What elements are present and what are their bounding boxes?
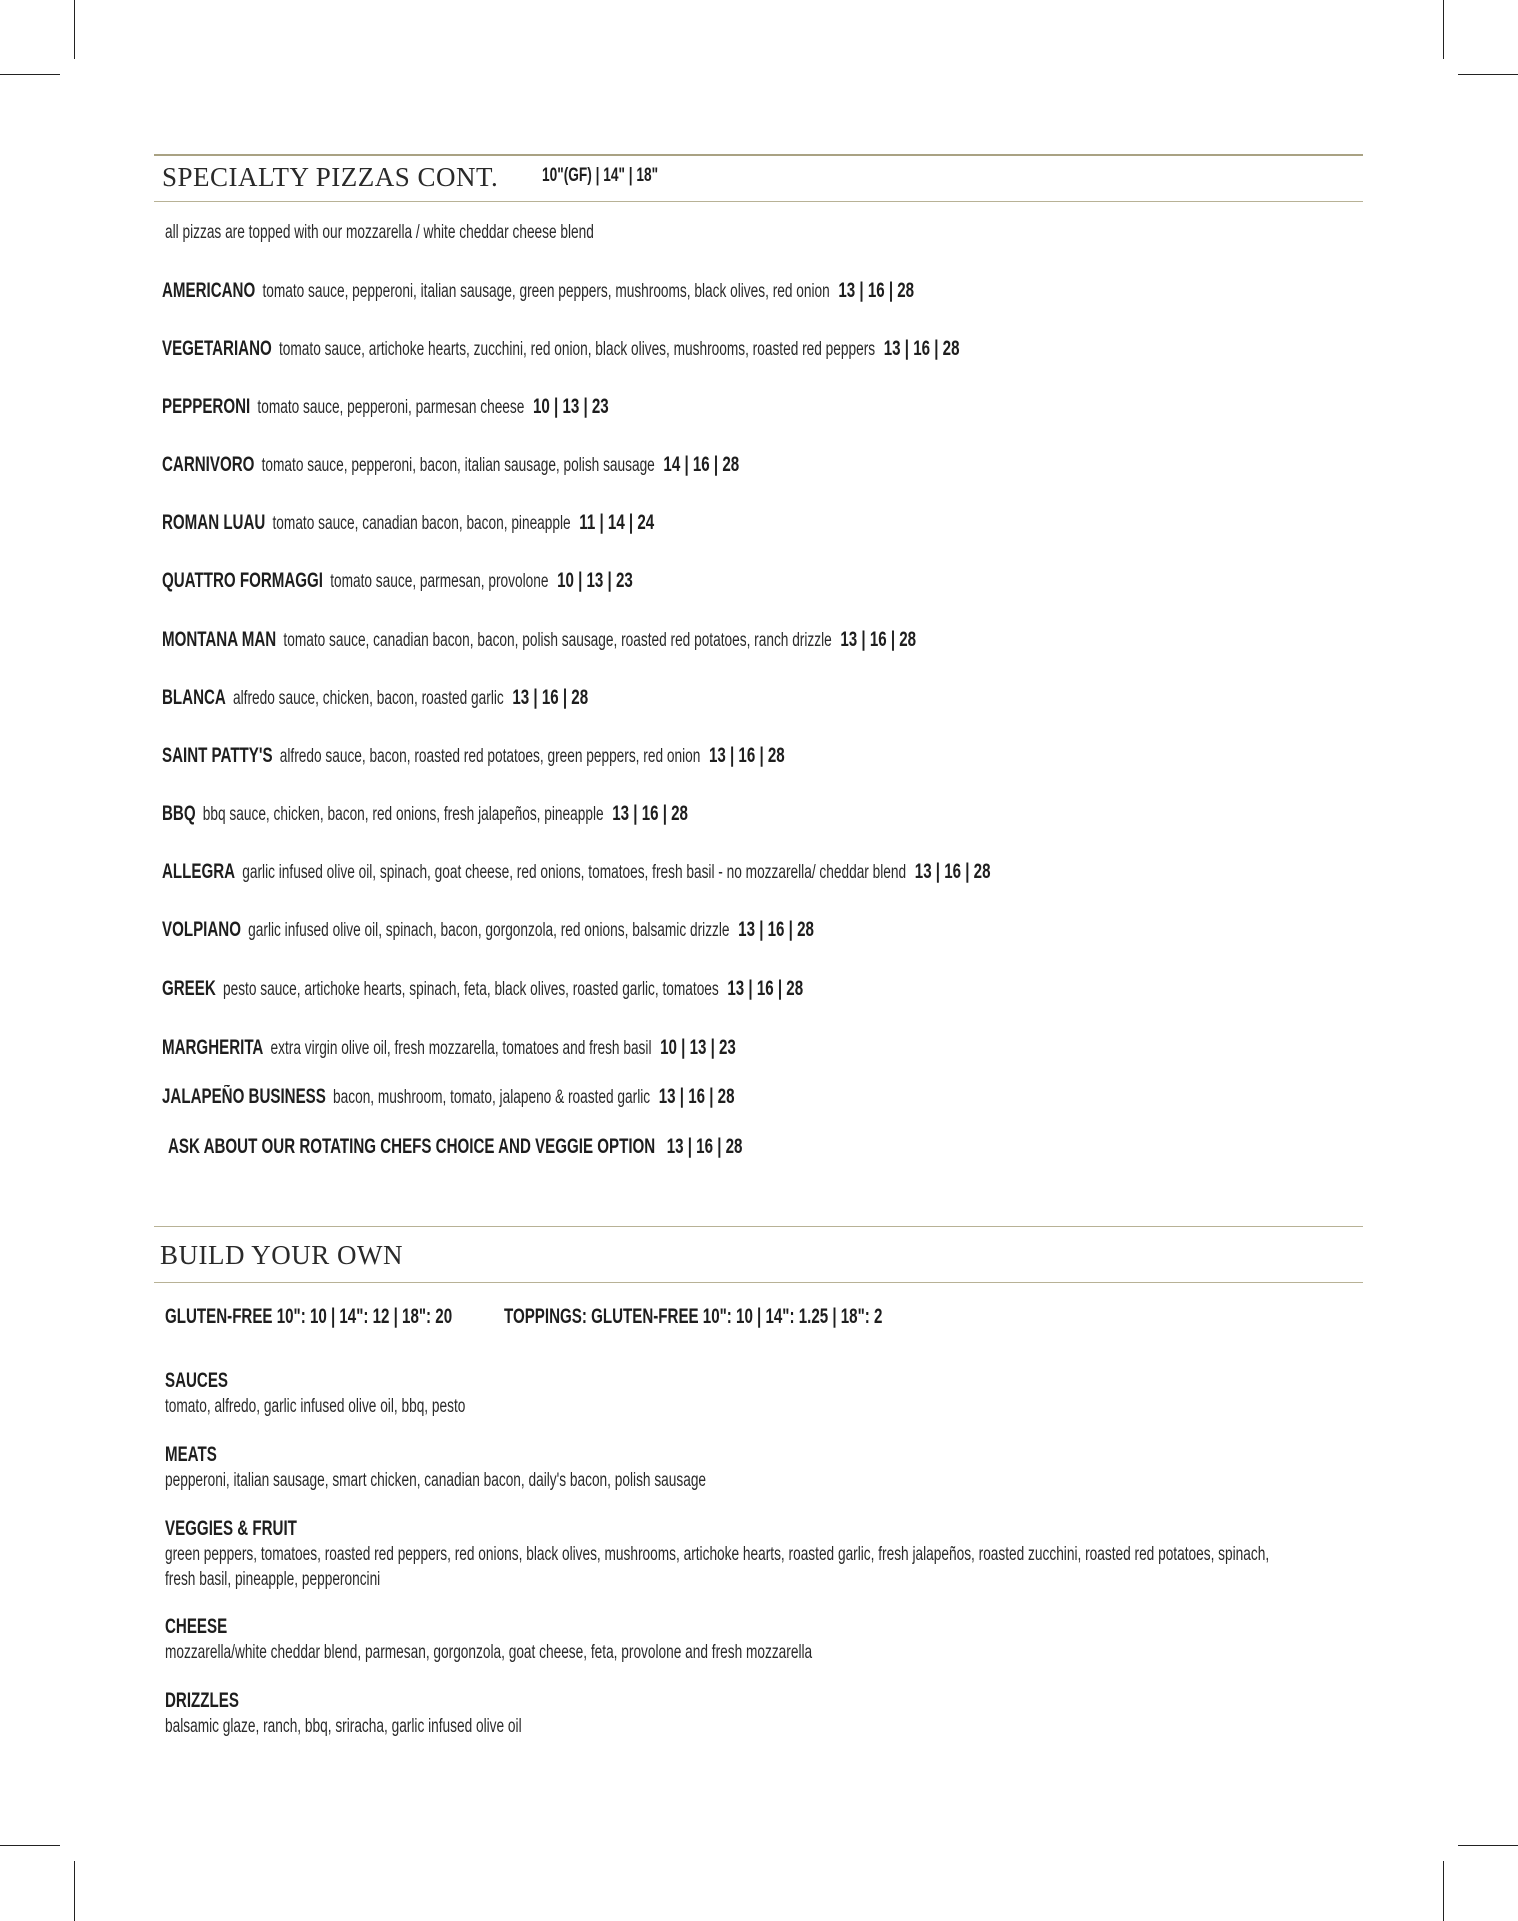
item-price: 13 | 16 | 28 bbox=[840, 628, 917, 651]
menu-item bbox=[162, 1036, 736, 1061]
menu-item bbox=[162, 279, 914, 304]
category-list: green peppers, tomatoes, roasted red peppers, red onions, black olives, mushrooms, artichoke hearts, roasted garlic, fresh jalapeños, roasted zucchini, roasted red potatoes, spinach, fresh basil, pineapple, pepperoncini bbox=[165, 1544, 1270, 1590]
item-name: VEGETARIANO bbox=[162, 337, 272, 360]
item-name: QUATTRO FORMAGGI bbox=[162, 569, 323, 592]
crop-mark-top-right-v bbox=[1443, 0, 1444, 59]
item-desc: tomato sauce, pepperoni, bacon, italian sausage, polish sausage bbox=[261, 455, 655, 476]
item-name: AMERICANO bbox=[162, 279, 256, 302]
item-name: ALLEGRA bbox=[162, 860, 236, 883]
item-price: 13 | 16 | 28 bbox=[612, 802, 688, 825]
item-name: ROMAN LUAU bbox=[162, 511, 266, 534]
item-desc: pesto sauce, artichoke hearts, spinach, feta, black olives, roasted garlic, tomatoes bbox=[222, 979, 719, 1000]
category-list: pepperoni, italian sausage, smart chicken, canadian bacon, daily's bacon, polish sausage bbox=[165, 1470, 707, 1491]
base-price-line: GLUTEN-FREE 10": 10 | 14": 12 | 18": 20 bbox=[165, 1305, 453, 1328]
menu-item bbox=[162, 918, 814, 943]
item-name: VOLPIANO bbox=[162, 918, 241, 941]
item-desc: extra virgin olive oil, fresh mozzarella, tomatoes and fresh basil bbox=[270, 1038, 652, 1059]
item-desc: tomato sauce, artichoke hearts, zucchini, red onion, black olives, mushrooms, roasted red peppers bbox=[278, 339, 876, 360]
veggies-group bbox=[165, 1516, 1303, 1592]
menu-item bbox=[162, 860, 991, 885]
item-price: 13 | 16 | 28 bbox=[666, 1135, 743, 1158]
menu-item bbox=[162, 453, 739, 478]
category-list: tomato, alfredo, garlic infused olive oil, bbq, pesto bbox=[165, 1396, 466, 1417]
crop-mark-top-left-h bbox=[0, 74, 60, 75]
category-title: MEATS bbox=[165, 1443, 217, 1466]
sauces-group bbox=[165, 1368, 1303, 1419]
item-desc: bbq sauce, chicken, bacon, red onions, fresh jalapeños, pineapple bbox=[202, 804, 604, 825]
item-price: 13 | 16 | 28 bbox=[658, 1085, 735, 1108]
crop-mark-top-right-h bbox=[1458, 74, 1518, 75]
topping-price-line: TOPPINGS: GLUTEN-FREE 10": 10 | 14": 1.25 | 18": 2 bbox=[504, 1305, 883, 1328]
item-name: PEPPERONI bbox=[162, 395, 251, 418]
item-price: 11 | 14 | 24 bbox=[579, 511, 655, 534]
menu-item bbox=[162, 395, 609, 420]
section-rule-bottom bbox=[154, 201, 1363, 202]
item-price: 13 | 16 | 28 bbox=[914, 860, 991, 883]
section-rule-top bbox=[154, 154, 1363, 156]
cheese-group bbox=[165, 1614, 1303, 1665]
category-list: balsamic glaze, ranch, bbq, sriracha, garlic infused olive oil bbox=[165, 1716, 522, 1737]
item-price: 13 | 16 | 28 bbox=[727, 977, 804, 1000]
crop-mark-bottom-right-v bbox=[1443, 1861, 1444, 1921]
category-title: SAUCES bbox=[165, 1369, 229, 1392]
menu-item bbox=[162, 1085, 734, 1110]
menu-item bbox=[162, 802, 688, 827]
category-list: mozzarella/white cheddar blend, parmesan, gorgonzola, goat cheese, feta, provolone and fresh mozzarella bbox=[165, 1642, 813, 1663]
menu-item bbox=[162, 977, 803, 1002]
item-name: JALAPEÑO BUSINESS bbox=[162, 1085, 326, 1108]
menu-item bbox=[162, 337, 959, 362]
byo-rule-top bbox=[154, 1226, 1363, 1227]
menu-item bbox=[162, 744, 785, 769]
item-price: 13 | 16 | 28 bbox=[838, 279, 915, 302]
crop-mark-bottom-left-h bbox=[0, 1845, 60, 1846]
item-price: 10 | 13 | 23 bbox=[533, 395, 609, 418]
item-desc: alfredo sauce, chicken, bacon, roasted garlic bbox=[233, 688, 504, 709]
item-desc: bacon, mushroom, tomato, jalapeno & roasted garlic bbox=[333, 1087, 651, 1108]
byo-title: BUILD YOUR OWN bbox=[160, 1240, 403, 1270]
item-price: 13 | 16 | 28 bbox=[883, 337, 960, 360]
item-name: BBQ bbox=[162, 802, 196, 825]
item-price: 13 | 16 | 28 bbox=[738, 918, 814, 941]
item-price: 10 | 13 | 23 bbox=[557, 569, 633, 592]
menu-item bbox=[162, 569, 633, 594]
crop-mark-bottom-right-h bbox=[1458, 1845, 1518, 1846]
item-name: ASK ABOUT OUR ROTATING CHEFS CHOICE AND VEGGIE OPTION bbox=[168, 1135, 656, 1158]
category-title: CHEESE bbox=[165, 1615, 228, 1638]
item-price: 14 | 16 | 28 bbox=[663, 453, 740, 476]
specialty-title: SPECIALTY PIZZAS CONT. bbox=[162, 162, 499, 192]
item-desc: alfredo sauce, bacon, roasted red potatoes, green peppers, red onion bbox=[279, 746, 701, 767]
item-price: 13 | 16 | 28 bbox=[708, 744, 785, 767]
meats-group bbox=[165, 1442, 1303, 1493]
item-desc: garlic infused olive oil, spinach, bacon, gorgonzola, red onions, balsamic drizzle bbox=[248, 920, 730, 941]
category-title: VEGGIES & FRUIT bbox=[165, 1517, 297, 1540]
item-price: 10 | 13 | 23 bbox=[660, 1036, 736, 1059]
item-name: MONTANA MAN bbox=[162, 628, 277, 651]
item-desc: tomato sauce, pepperoni, parmesan cheese bbox=[257, 397, 525, 418]
menu-item bbox=[162, 686, 588, 711]
category-title: DRIZZLES bbox=[165, 1689, 239, 1712]
menu-item bbox=[162, 511, 654, 536]
menu-item bbox=[162, 628, 916, 653]
byo-rule-bottom bbox=[154, 1282, 1363, 1283]
item-desc: tomato sauce, canadian bacon, bacon, pineapple bbox=[272, 513, 571, 534]
item-name: MARGHERITA bbox=[162, 1036, 264, 1059]
crop-mark-bottom-left-v bbox=[74, 1861, 75, 1921]
item-name: GREEK bbox=[162, 977, 216, 1000]
size-legend: 10"(GF) | 14" | 18" bbox=[542, 165, 659, 186]
item-desc: tomato sauce, canadian bacon, bacon, polish sausage, roasted red potatoes, ranch drizzle bbox=[283, 630, 832, 651]
item-price: 13 | 16 | 28 bbox=[512, 686, 589, 709]
chef-choice-note bbox=[168, 1135, 742, 1159]
item-name: BLANCA bbox=[162, 686, 226, 709]
item-desc: tomato sauce, pepperoni, italian sausage, green peppers, mushrooms, black olives, red onion bbox=[262, 281, 830, 302]
item-name: CARNIVORO bbox=[162, 453, 255, 476]
cheese-note: all pizzas are topped with our mozzarella / white cheddar cheese blend bbox=[165, 222, 594, 243]
crop-mark-top-left-v bbox=[74, 0, 75, 59]
item-desc: garlic infused olive oil, spinach, goat cheese, red onions, tomatoes, fresh basil - no mozzarella/ cheddar blend bbox=[242, 862, 907, 883]
drizzles-group bbox=[165, 1688, 1303, 1739]
item-desc: tomato sauce, parmesan, provolone bbox=[330, 571, 549, 592]
item-name: SAINT PATTY'S bbox=[162, 744, 273, 767]
